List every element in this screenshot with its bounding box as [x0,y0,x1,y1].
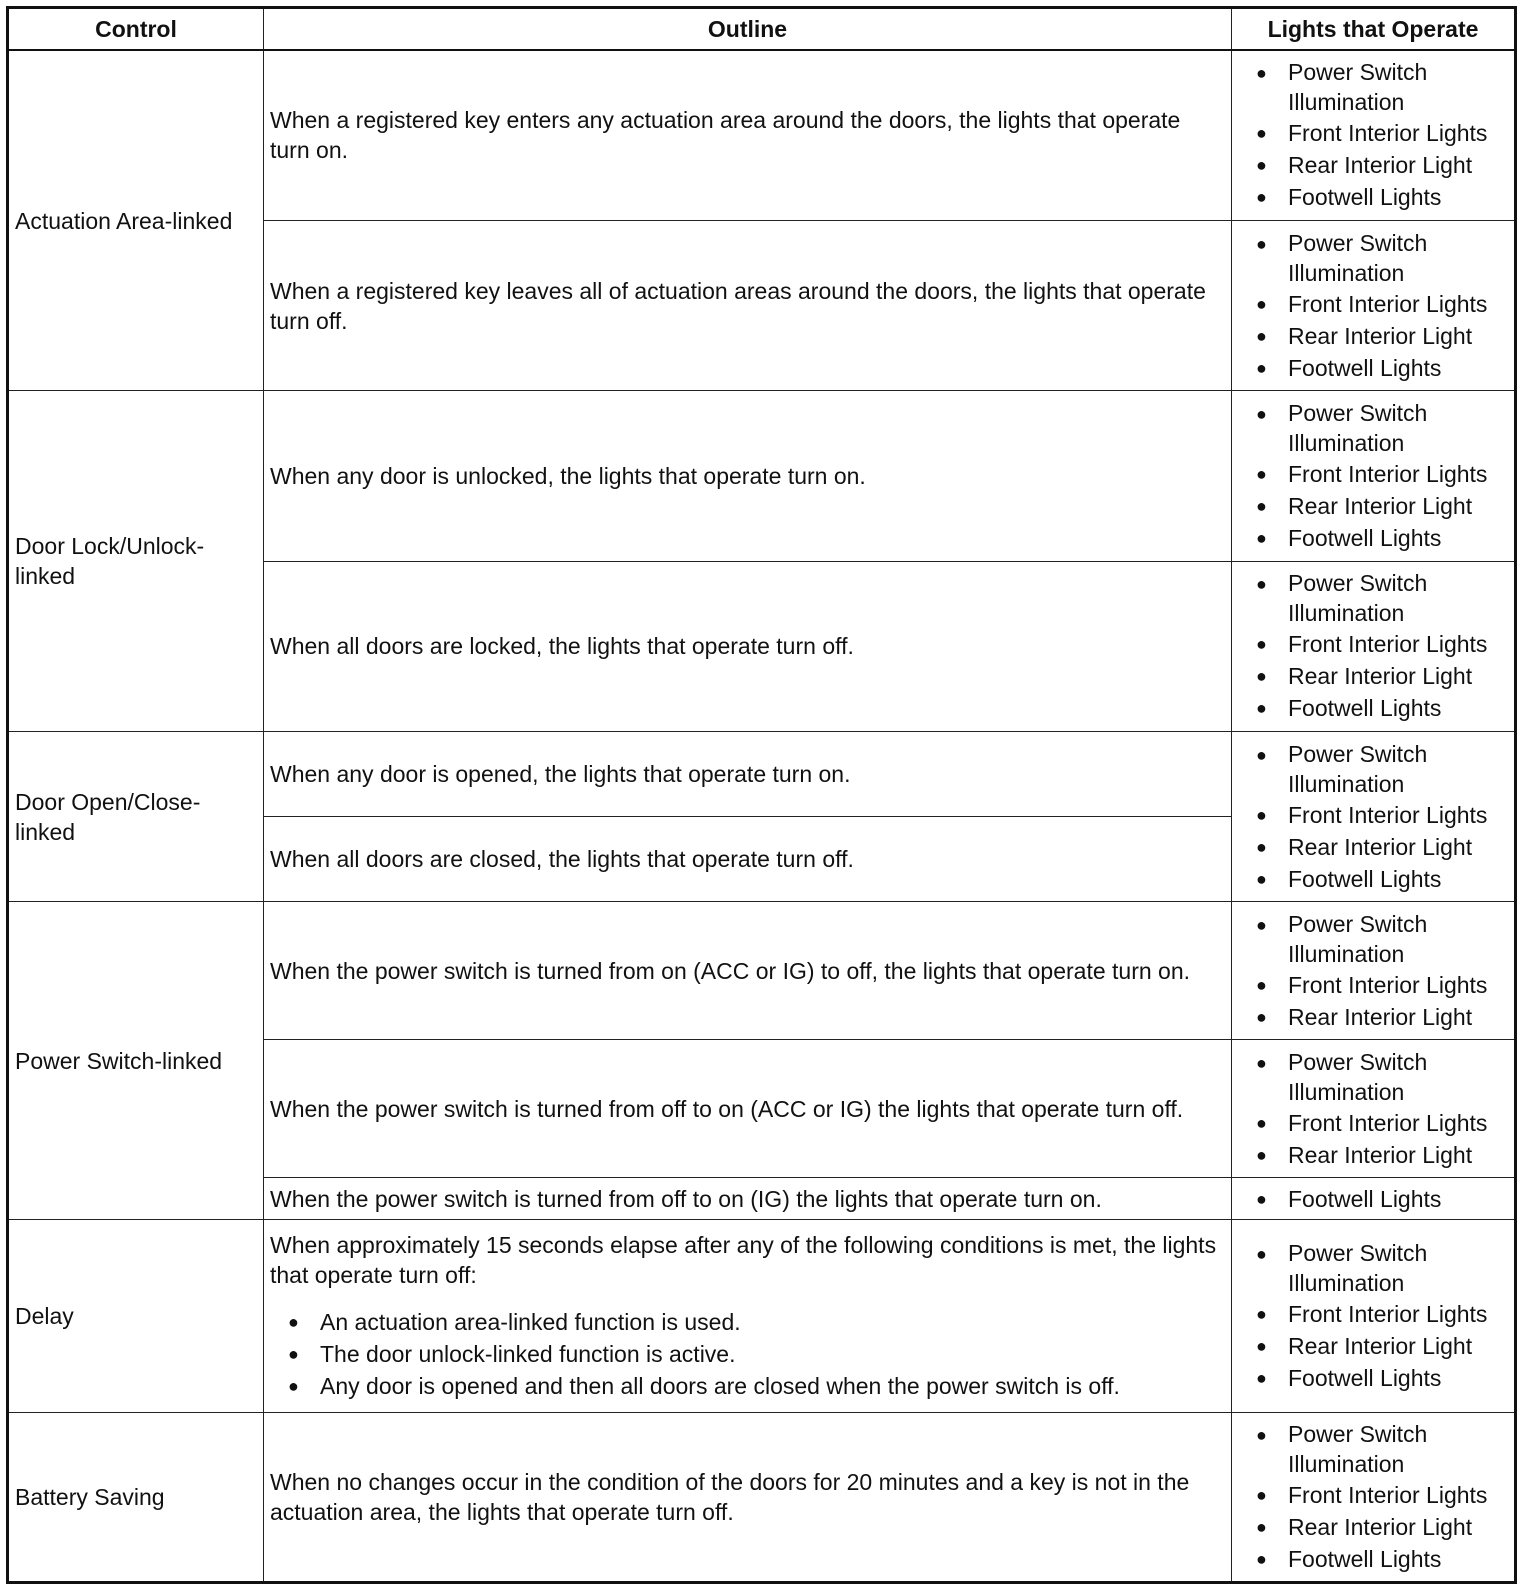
outline-cell [264,1219,1232,1412]
control-cell: Battery Saving [8,1412,264,1583]
header-control: Control [8,8,264,51]
light-item: ● Footwell Lights [1238,863,1508,895]
lights-cell [1232,1178,1516,1220]
light-item: ● Rear Interior Light [1238,149,1508,181]
light-item: ● Power Switch Illumination [1238,1047,1508,1107]
light-item: ● Front Interior Lights [1238,969,1508,1001]
control-cell: Door Lock/Unlock-linked [8,391,264,732]
light-item: ● Front Interior Lights [1238,288,1508,320]
light-item: ● Front Interior Lights [1238,628,1508,660]
outline-cell: When any door is unlocked, the lights that operate turn on. [264,391,1232,561]
light-item: ● Front Interior Lights [1238,117,1508,149]
condition-item: ● The door unlock-linked function is active. [270,1338,1225,1370]
lights-cell [1232,220,1516,390]
light-item: ● Front Interior Lights [1238,1479,1508,1511]
light-item: ● Rear Interior Light [1238,831,1508,863]
lights-cell [1232,1412,1516,1583]
light-item: ● Power Switch Illumination [1238,228,1508,288]
light-item: ● Power Switch Illumination [1238,1419,1508,1479]
outline-cell: When all doors are locked, the lights that operate turn off. [264,561,1232,731]
light-item: ● Footwell Lights [1238,1183,1508,1215]
condition-item: ● An actuation area-linked function is used. [270,1306,1225,1338]
lights-cell [1232,1219,1516,1412]
light-item: ● Rear Interior Light [1238,490,1508,522]
light-item: ● Rear Interior Light [1238,660,1508,692]
light-item: ● Footwell Lights [1238,692,1508,724]
control-cell: Door Open/Close-linked [8,732,264,902]
light-item: ● Front Interior Lights [1238,799,1508,831]
table-row [8,391,1516,561]
condition-item: ● Any door is opened and then all doors are closed when the power switch is off. [270,1370,1225,1402]
delay-intro: When approximately 15 seconds elapse after any of the following conditions is met, the lights that operate turn off: [270,1231,1217,1288]
light-item: ● Power Switch Illumination [1238,1238,1508,1298]
table-row [8,902,1516,1040]
lighting-control-table [6,6,1517,1584]
table-row [8,732,1516,817]
outline-cell: When the power switch is turned from on (ACC or IG) to off, the lights that operate turn on. [264,902,1232,1040]
table-row [8,1412,1516,1583]
light-item: ● Rear Interior Light [1238,1330,1508,1362]
outline-cell: When all doors are closed, the lights that operate turn off. [264,817,1232,902]
light-item: ● Rear Interior Light [1238,1001,1508,1033]
table-row [8,1219,1516,1412]
light-item: ● Power Switch Illumination [1238,57,1508,117]
lights-cell [1232,902,1516,1040]
outline-cell: When a registered key leaves all of actuation areas around the doors, the lights that operate turn off. [264,220,1232,390]
light-item: ● Rear Interior Light [1238,1511,1508,1543]
header-row [8,8,1516,51]
light-item: ● Power Switch Illumination [1238,568,1508,628]
outline-cell: When a registered key enters any actuation area around the doors, the lights that operate turn on. [264,50,1232,220]
light-item: ● Footwell Lights [1238,1362,1508,1394]
light-item: ● Power Switch Illumination [1238,909,1508,969]
control-cell: Delay [8,1219,264,1412]
light-item: ● Footwell Lights [1238,181,1508,213]
light-item: ● Front Interior Lights [1238,1298,1508,1330]
light-item: ● Footwell Lights [1238,1543,1508,1575]
lights-cell [1232,732,1516,902]
lights-cell [1232,391,1516,561]
light-item: ● Front Interior Lights [1238,458,1508,490]
outline-cell: When no changes occur in the condition of the doors for 20 minutes and a key is not in the actuation area, the lights that operate turn off. [264,1412,1232,1583]
header-lights: Lights that Operate [1232,8,1516,51]
lights-cell [1232,1040,1516,1178]
light-item: ● Footwell Lights [1238,352,1508,384]
light-item: ● Front Interior Lights [1238,1107,1508,1139]
lights-cell [1232,561,1516,731]
outline-cell: When any door is opened, the lights that operate turn on. [264,732,1232,817]
outline-cell: When the power switch is turned from off to on (IG) the lights that operate turn on. [264,1178,1232,1220]
table-row [8,50,1516,220]
control-cell: Power Switch-linked [8,902,264,1219]
light-item: ● Rear Interior Light [1238,320,1508,352]
light-item: ● Rear Interior Light [1238,1139,1508,1171]
outline-cell: When the power switch is turned from off to on (ACC or IG) the lights that operate turn off. [264,1040,1232,1178]
lights-cell [1232,50,1516,220]
light-item: ● Footwell Lights [1238,522,1508,554]
control-cell: Actuation Area-linked [8,50,264,391]
header-outline: Outline [264,8,1232,51]
light-item: ● Power Switch Illumination [1238,739,1508,799]
light-item: ● Power Switch Illumination [1238,398,1508,458]
